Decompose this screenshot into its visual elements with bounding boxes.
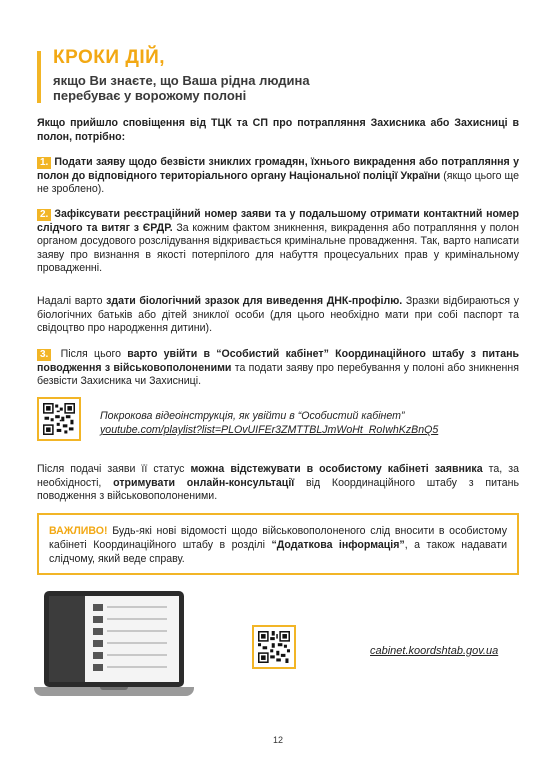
laptop-illustration: [34, 591, 194, 703]
qr-code-icon: [258, 631, 290, 663]
after-bold-2: отримувати онлайн-консультації: [113, 476, 295, 489]
step-3-rest: та подати заяву про перебування у полоні або зникнення безвісти Захисника чи Захисниці.: [37, 361, 519, 388]
screen-row: [93, 604, 173, 611]
screen-row: [93, 664, 173, 671]
important-rest: , а також надавати слідчому, який веде справу.: [49, 539, 507, 565]
youtube-link[interactable]: youtube.com/playlist?list=PLOvUIFEr3ZMTTBLJmWoHt_RoIwhKzBnQ5: [100, 424, 439, 436]
after-mid: та, за необхідності,: [37, 463, 519, 489]
important-label: ВАЖЛИВО!: [49, 525, 108, 537]
step-2-rest: За кожним фактом зникнення, викрадення або потрапляння у полон органом досудового розслідування відкривається кримінальне провадження. Так, варто написати заяву про визнання в якості потерпілого для набуття процесуальних прав у кримінальному провадженні.: [37, 221, 520, 275]
important-pre: Будь-які нові відомості щодо військовополоненого слід вносити в особистому кабінеті Координаційного штабу в розділі: [49, 525, 507, 551]
header: [37, 47, 517, 105]
step-number: 1.: [37, 157, 51, 169]
video-caption: Покрокова відеоінструкція, як увійти в “Особистий кабінет”: [100, 410, 405, 422]
step-2: [37, 208, 519, 276]
after-rest: від Координаційного штабу з питань поводження з військовополоненими.: [37, 476, 519, 503]
step-number: 3.: [37, 349, 51, 361]
laptop-notch: [100, 687, 128, 690]
subtitle-line-2: перебуває у ворожому полоні: [53, 88, 247, 103]
cabinet-qr-code[interactable]: [252, 625, 296, 669]
intro-text: Якщо прийшло сповіщення від ТЦК та СП про потрапляння Захисника або Захисниці в полон, потрібно:: [37, 117, 519, 143]
accent-bar: [37, 51, 41, 103]
after-bold-1: можна відстежувати в особистому кабінеті заявника: [190, 463, 483, 475]
after-pre: Після подачі заяви її статус: [37, 463, 191, 475]
page-number: 12: [272, 735, 283, 745]
step-1-bold: Подати заяву щодо безвісти зниклих громадян, їхнього викрадення або потрапляння у полон до відповідного територіального органу Національної поліції України: [37, 156, 519, 182]
step-3: [37, 348, 519, 389]
cabinet-link[interactable]: cabinet.koordshtab.gov.ua: [370, 645, 499, 657]
laptop-screen: [49, 596, 179, 682]
step-3-pre: Після цього: [54, 348, 128, 360]
dna-rest: Зразки відбираються у біологічних батьків або дітей зниклої особи (для цього необхідно мати при собі паспорт та свідоцтво про народження дитини).: [37, 295, 519, 335]
dna-paragraph: [37, 295, 519, 336]
screen-row: [93, 628, 173, 635]
important-bold: “Додаткова інформація”: [271, 539, 405, 551]
important-box: [37, 513, 519, 575]
subtitle-line-1: якщо Ви знаєте, що Ваша рідна людина: [53, 73, 310, 88]
screen-sidebar: [49, 596, 85, 682]
video-instruction: [100, 409, 520, 437]
step-3-bold: варто увійти в “Особистий кабінет” Координаційного штабу з питань поводження з військовополоненими: [37, 348, 519, 374]
screen-row: [93, 640, 173, 647]
screen-row: [93, 652, 173, 659]
step-2-bold: Зафіксувати реєстраційний номер заяви та у подальшому отримати контактний номер слідчого та витяг з ЄРДР.: [37, 208, 519, 234]
video-qr-code[interactable]: [37, 397, 81, 441]
dna-pre: Надалі варто: [37, 295, 107, 307]
page-title: КРОКИ ДІЙ,: [53, 47, 166, 68]
screen-row: [93, 616, 173, 623]
qr-code-icon: [43, 403, 75, 435]
page-subtitle: [53, 73, 353, 103]
step-number: 2.: [37, 209, 51, 221]
step-1-rest: (якщо цього ще не зроблено).: [37, 169, 520, 196]
dna-bold: здати біологічний зразок для виведення ДНК-профілю.: [106, 295, 403, 307]
step-1: [37, 156, 519, 197]
intro-paragraph: [37, 117, 519, 144]
after-paragraph: [37, 463, 519, 504]
